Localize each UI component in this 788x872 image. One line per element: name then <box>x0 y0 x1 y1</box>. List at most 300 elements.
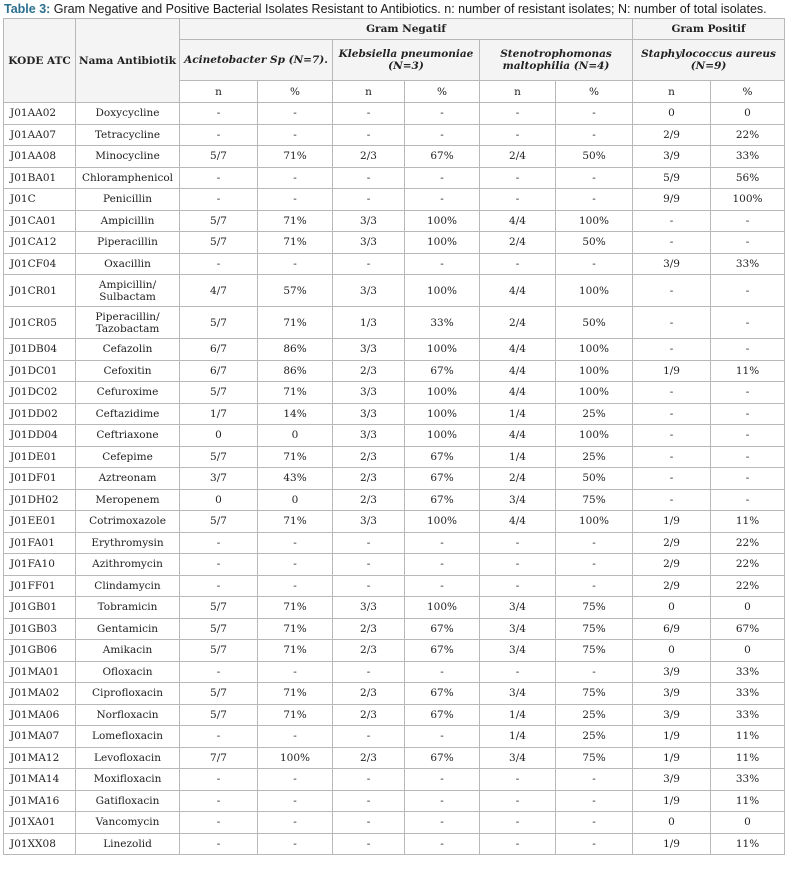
antibiotic-name: Chloramphenicol <box>81 171 174 184</box>
percent-cell: - <box>711 232 785 254</box>
count-cell: - <box>633 307 711 339</box>
count-cell: 0 <box>633 103 711 125</box>
antibiotic-name: Ceftazidime <box>95 407 160 420</box>
percent-cell: 50% <box>556 146 633 168</box>
table-row <box>4 618 785 640</box>
percent-cell: - <box>258 812 333 834</box>
table-row <box>4 511 785 533</box>
header-n: n <box>333 81 405 103</box>
percent-cell: - <box>711 489 785 511</box>
percent-cell: 22% <box>711 554 785 576</box>
header-pct: % <box>556 81 633 103</box>
antibiotic-name: Ceftriaxone <box>96 429 159 442</box>
count-cell: - <box>480 189 556 211</box>
count-cell: - <box>180 769 258 791</box>
percent-cell: - <box>258 661 333 683</box>
percent-cell: 75% <box>556 640 633 662</box>
table-caption <box>0 0 788 18</box>
count-cell: 3/4 <box>480 489 556 511</box>
resistance-table <box>3 18 785 855</box>
count-cell: - <box>633 403 711 425</box>
antibiotic-name: Piperacillin <box>97 236 158 249</box>
antibiotic-name-cell <box>76 683 180 705</box>
count-cell: 7/7 <box>180 747 258 769</box>
antibiotic-name: Ofloxacin <box>102 665 153 678</box>
count-cell: 0 <box>633 812 711 834</box>
table-row <box>4 554 785 576</box>
table-row <box>4 468 785 490</box>
antibiotic-name: Lomefloxacin <box>92 730 163 743</box>
count-cell: 1/9 <box>633 726 711 748</box>
count-cell: 5/7 <box>180 704 258 726</box>
antibiotic-name-cell <box>76 189 180 211</box>
count-cell: - <box>633 339 711 361</box>
count-cell: 0 <box>633 597 711 619</box>
atc-code-cell: J01DD02 <box>4 403 76 425</box>
antibiotic-name-cell <box>76 360 180 382</box>
antibiotic-name-cell <box>76 489 180 511</box>
count-cell: - <box>480 532 556 554</box>
count-cell: - <box>333 554 405 576</box>
header-gram-negatif: Gram Negatif <box>180 19 633 40</box>
antibiotic-name: Minocycline <box>95 150 160 163</box>
table-row <box>4 597 785 619</box>
table-row <box>4 726 785 748</box>
percent-cell: - <box>258 253 333 275</box>
percent-cell: 71% <box>258 232 333 254</box>
count-cell: 6/7 <box>180 360 258 382</box>
table-row <box>4 103 785 125</box>
count-cell: 0 <box>180 425 258 447</box>
atc-code-cell: J01CA12 <box>4 232 76 254</box>
count-cell: - <box>333 769 405 791</box>
count-cell: 3/9 <box>633 253 711 275</box>
header-organism-klebsiella: Klebsiella pneumoniae (N=3) <box>333 40 480 81</box>
percent-cell: 100% <box>258 747 333 769</box>
atc-code-cell: J01CR01 <box>4 275 76 307</box>
antibiotic-name: Levofloxacin <box>94 751 161 764</box>
table-row <box>4 747 785 769</box>
antibiotic-name: Aztreonam <box>98 472 157 485</box>
count-cell: 3/3 <box>333 597 405 619</box>
percent-cell: 67% <box>405 618 480 640</box>
count-cell: - <box>333 812 405 834</box>
caption-label: Table 3: <box>4 2 51 16</box>
percent-cell: 0 <box>258 425 333 447</box>
percent-cell: 67% <box>405 146 480 168</box>
count-cell: 4/4 <box>480 210 556 232</box>
table-row <box>4 382 785 404</box>
antibiotic-name-cell <box>76 275 180 307</box>
percent-cell: 11% <box>711 833 785 855</box>
percent-cell: - <box>556 189 633 211</box>
count-cell: 3/3 <box>333 511 405 533</box>
antibiotic-name-cell <box>76 210 180 232</box>
percent-cell: - <box>258 575 333 597</box>
count-cell: 6/9 <box>633 618 711 640</box>
atc-code-cell: J01AA02 <box>4 103 76 125</box>
count-cell: 1/4 <box>480 704 556 726</box>
antibiotic-name-cell <box>76 747 180 769</box>
percent-cell: - <box>405 189 480 211</box>
percent-cell: 33% <box>711 253 785 275</box>
atc-code-cell: J01AA07 <box>4 124 76 146</box>
count-cell: - <box>633 275 711 307</box>
percent-cell: - <box>405 812 480 834</box>
count-cell: 3/4 <box>480 618 556 640</box>
percent-cell: - <box>556 532 633 554</box>
percent-cell: - <box>405 790 480 812</box>
percent-cell: - <box>711 339 785 361</box>
count-cell: - <box>480 103 556 125</box>
count-cell: - <box>180 790 258 812</box>
header-kode-atc: KODE ATC <box>4 19 76 103</box>
antibiotic-name-cell <box>76 833 180 855</box>
percent-cell: 100% <box>556 425 633 447</box>
table-row <box>4 683 785 705</box>
count-cell: 4/4 <box>480 275 556 307</box>
antibiotic-name: Penicillin <box>102 193 152 206</box>
antibiotic-name-cell <box>76 554 180 576</box>
atc-code-cell: J01FA01 <box>4 532 76 554</box>
antibiotic-name-cell <box>76 103 180 125</box>
count-cell: 2/3 <box>333 446 405 468</box>
count-cell: 2/3 <box>333 683 405 705</box>
count-cell: 0 <box>180 489 258 511</box>
percent-cell: 22% <box>711 575 785 597</box>
antibiotic-name-cell <box>76 382 180 404</box>
atc-code-cell: J01CF04 <box>4 253 76 275</box>
count-cell: - <box>333 103 405 125</box>
percent-cell: - <box>711 307 785 339</box>
count-cell: - <box>180 253 258 275</box>
percent-cell: 75% <box>556 489 633 511</box>
count-cell: 2/9 <box>633 124 711 146</box>
percent-cell: - <box>405 167 480 189</box>
table-row <box>4 446 785 468</box>
count-cell: 5/7 <box>180 232 258 254</box>
count-cell: 5/7 <box>180 640 258 662</box>
count-cell: - <box>480 661 556 683</box>
table-row <box>4 661 785 683</box>
count-cell: 3/4 <box>480 640 556 662</box>
antibiotic-name-line2: Tazobactam <box>95 322 160 335</box>
antibiotic-name: Meropenem <box>95 493 160 506</box>
antibiotic-name-cell <box>76 339 180 361</box>
count-cell: 3/4 <box>480 747 556 769</box>
percent-cell: 100% <box>556 360 633 382</box>
header-organism-staphylococcus: Staphylococcus aureus (N=9) <box>633 40 785 81</box>
percent-cell: 0 <box>711 640 785 662</box>
table-row <box>4 210 785 232</box>
percent-cell: - <box>556 812 633 834</box>
count-cell: - <box>180 103 258 125</box>
table-row <box>4 425 785 447</box>
count-cell: - <box>480 833 556 855</box>
percent-cell: 100% <box>405 597 480 619</box>
table-body <box>4 103 785 855</box>
count-cell: - <box>633 468 711 490</box>
count-cell: - <box>633 382 711 404</box>
header-organism-acinetobacter: Acinetobacter Sp (N=7). <box>180 40 333 81</box>
percent-cell: 71% <box>258 511 333 533</box>
atc-code-cell: J01BA01 <box>4 167 76 189</box>
percent-cell: 100% <box>556 511 633 533</box>
antibiotic-name: Amikacin <box>102 644 153 657</box>
antibiotic-name-cell <box>76 640 180 662</box>
percent-cell: 100% <box>405 425 480 447</box>
percent-cell: - <box>258 833 333 855</box>
table-row <box>4 275 785 307</box>
percent-cell: - <box>556 124 633 146</box>
percent-cell: 11% <box>711 747 785 769</box>
antibiotic-name-cell <box>76 812 180 834</box>
atc-code-cell: J01DE01 <box>4 446 76 468</box>
atc-code-cell: J01MA16 <box>4 790 76 812</box>
count-cell: 5/7 <box>180 382 258 404</box>
percent-cell: 71% <box>258 382 333 404</box>
antibiotic-name: Norfloxacin <box>96 708 159 721</box>
count-cell: - <box>333 575 405 597</box>
antibiotic-name: Clindamycin <box>94 579 161 592</box>
percent-cell: 100% <box>405 210 480 232</box>
count-cell: 2/3 <box>333 468 405 490</box>
percent-cell: 71% <box>258 618 333 640</box>
count-cell: - <box>180 575 258 597</box>
count-cell: - <box>333 189 405 211</box>
count-cell: 4/4 <box>480 425 556 447</box>
count-cell: 3/3 <box>333 403 405 425</box>
count-cell: - <box>633 210 711 232</box>
percent-cell: 67% <box>711 618 785 640</box>
atc-code-cell: J01DH02 <box>4 489 76 511</box>
antibiotic-name-cell <box>76 232 180 254</box>
count-cell: 4/4 <box>480 339 556 361</box>
count-cell: - <box>633 232 711 254</box>
percent-cell: 0 <box>711 812 785 834</box>
percent-cell: 86% <box>258 339 333 361</box>
table-row <box>4 833 785 855</box>
header-n: n <box>480 81 556 103</box>
atc-code-cell: J01GB03 <box>4 618 76 640</box>
percent-cell: 0 <box>258 489 333 511</box>
count-cell: 3/3 <box>333 232 405 254</box>
count-cell: 1/9 <box>633 833 711 855</box>
antibiotic-name: Doxycycline <box>95 107 160 120</box>
count-cell: - <box>480 554 556 576</box>
table-row <box>4 339 785 361</box>
antibiotic-name-cell <box>76 618 180 640</box>
percent-cell: 22% <box>711 124 785 146</box>
percent-cell: - <box>711 210 785 232</box>
antibiotic-name: Ampicillin/ <box>98 278 157 291</box>
count-cell: 3/3 <box>333 210 405 232</box>
antibiotic-name-cell <box>76 726 180 748</box>
table-row <box>4 790 785 812</box>
count-cell: 5/7 <box>180 511 258 533</box>
percent-cell: - <box>405 726 480 748</box>
count-cell: 1/9 <box>633 360 711 382</box>
antibiotic-name-cell <box>76 307 180 339</box>
antibiotic-name: Tetracycline <box>94 128 161 141</box>
atc-code-cell: J01GB01 <box>4 597 76 619</box>
antibiotic-name: Gatifloxacin <box>95 794 160 807</box>
table-row <box>4 640 785 662</box>
atc-code-cell: J01MA02 <box>4 683 76 705</box>
count-cell: - <box>180 124 258 146</box>
percent-cell: 11% <box>711 511 785 533</box>
percent-cell: 67% <box>405 360 480 382</box>
percent-cell: - <box>711 382 785 404</box>
header-pct: % <box>405 81 480 103</box>
count-cell: - <box>333 726 405 748</box>
atc-code-cell: J01MA01 <box>4 661 76 683</box>
percent-cell: 11% <box>711 360 785 382</box>
table-row <box>4 532 785 554</box>
count-cell: - <box>333 253 405 275</box>
count-cell: 1/4 <box>480 403 556 425</box>
percent-cell: - <box>711 403 785 425</box>
table-row <box>4 167 785 189</box>
antibiotic-name-cell <box>76 597 180 619</box>
count-cell: 3/9 <box>633 769 711 791</box>
percent-cell: - <box>405 575 480 597</box>
antibiotic-name: Cotrimoxazole <box>89 515 166 528</box>
percent-cell: 25% <box>556 403 633 425</box>
count-cell: 1/9 <box>633 790 711 812</box>
table-row <box>4 360 785 382</box>
percent-cell: 33% <box>711 683 785 705</box>
percent-cell: - <box>405 103 480 125</box>
percent-cell: - <box>258 726 333 748</box>
percent-cell: - <box>556 661 633 683</box>
count-cell: 3/9 <box>633 661 711 683</box>
antibiotic-name: Linezolid <box>103 837 152 850</box>
percent-cell: 71% <box>258 640 333 662</box>
count-cell: 5/7 <box>180 683 258 705</box>
count-cell: 3/3 <box>333 339 405 361</box>
count-cell: 3/3 <box>333 382 405 404</box>
percent-cell: - <box>556 769 633 791</box>
percent-cell: - <box>556 554 633 576</box>
percent-cell: 100% <box>556 339 633 361</box>
count-cell: 6/7 <box>180 339 258 361</box>
count-cell: - <box>333 790 405 812</box>
percent-cell: 25% <box>556 704 633 726</box>
atc-code-cell: J01GB06 <box>4 640 76 662</box>
count-cell: - <box>180 812 258 834</box>
antibiotic-name-cell <box>76 532 180 554</box>
table-row <box>4 769 785 791</box>
count-cell: - <box>333 661 405 683</box>
count-cell: - <box>480 575 556 597</box>
percent-cell: 67% <box>405 683 480 705</box>
atc-code-cell: J01EE01 <box>4 511 76 533</box>
percent-cell: 14% <box>258 403 333 425</box>
count-cell: 9/9 <box>633 189 711 211</box>
percent-cell: 100% <box>405 275 480 307</box>
count-cell: - <box>633 489 711 511</box>
antibiotic-name: Cefoxitin <box>103 364 152 377</box>
count-cell: - <box>480 124 556 146</box>
percent-cell: - <box>258 532 333 554</box>
count-cell: - <box>180 726 258 748</box>
count-cell: - <box>333 532 405 554</box>
table-row <box>4 489 785 511</box>
atc-code-cell: J01DD04 <box>4 425 76 447</box>
percent-cell: - <box>258 124 333 146</box>
count-cell: - <box>333 124 405 146</box>
percent-cell: - <box>556 575 633 597</box>
count-cell: - <box>180 554 258 576</box>
atc-code-cell: J01XX08 <box>4 833 76 855</box>
count-cell: 2/3 <box>333 640 405 662</box>
count-cell: - <box>333 167 405 189</box>
percent-cell: - <box>711 425 785 447</box>
percent-cell: 0 <box>711 103 785 125</box>
count-cell: 1/7 <box>180 403 258 425</box>
antibiotic-name: Ampicillin <box>100 214 155 227</box>
atc-code-cell: J01MA07 <box>4 726 76 748</box>
percent-cell: 100% <box>556 382 633 404</box>
percent-cell: - <box>405 833 480 855</box>
percent-cell: 25% <box>556 726 633 748</box>
percent-cell: 50% <box>556 232 633 254</box>
count-cell: 4/4 <box>480 360 556 382</box>
antibiotic-name-line2: Sulbactam <box>99 290 156 303</box>
count-cell: 1/3 <box>333 307 405 339</box>
caption-text: Gram Negative and Positive Bacterial Isolates Resistant to Antibiotics. n: number of resistant isolates; N: number of total isolates. <box>50 2 767 16</box>
count-cell: 3/3 <box>333 275 405 307</box>
atc-code-cell: J01DC02 <box>4 382 76 404</box>
count-cell: 5/7 <box>180 597 258 619</box>
antibiotic-name: Vancomycin <box>95 816 160 829</box>
count-cell: - <box>633 425 711 447</box>
count-cell: - <box>180 167 258 189</box>
antibiotic-name: Ciprofloxacin <box>92 687 163 700</box>
count-cell: - <box>480 167 556 189</box>
percent-cell: 33% <box>711 704 785 726</box>
count-cell: 0 <box>633 640 711 662</box>
percent-cell: - <box>258 189 333 211</box>
percent-cell: 71% <box>258 307 333 339</box>
count-cell: 2/3 <box>333 704 405 726</box>
count-cell: 2/4 <box>480 232 556 254</box>
atc-code-cell: J01CR05 <box>4 307 76 339</box>
percent-cell: 67% <box>405 489 480 511</box>
table-row <box>4 575 785 597</box>
antibiotic-name-cell <box>76 167 180 189</box>
antibiotic-name-cell <box>76 511 180 533</box>
atc-code-cell: J01FF01 <box>4 575 76 597</box>
count-cell: - <box>480 790 556 812</box>
count-cell: 2/3 <box>333 747 405 769</box>
count-cell: 1/4 <box>480 446 556 468</box>
count-cell: - <box>180 532 258 554</box>
antibiotic-name-cell <box>76 468 180 490</box>
table-row <box>4 307 785 339</box>
percent-cell: 75% <box>556 747 633 769</box>
percent-cell: - <box>405 661 480 683</box>
percent-cell: - <box>258 167 333 189</box>
percent-cell: - <box>258 554 333 576</box>
antibiotic-name-cell <box>76 124 180 146</box>
antibiotic-name-cell <box>76 403 180 425</box>
percent-cell: 100% <box>405 403 480 425</box>
atc-code-cell: J01DB04 <box>4 339 76 361</box>
percent-cell: - <box>556 103 633 125</box>
antibiotic-name: Moxifloxacin <box>93 773 162 786</box>
